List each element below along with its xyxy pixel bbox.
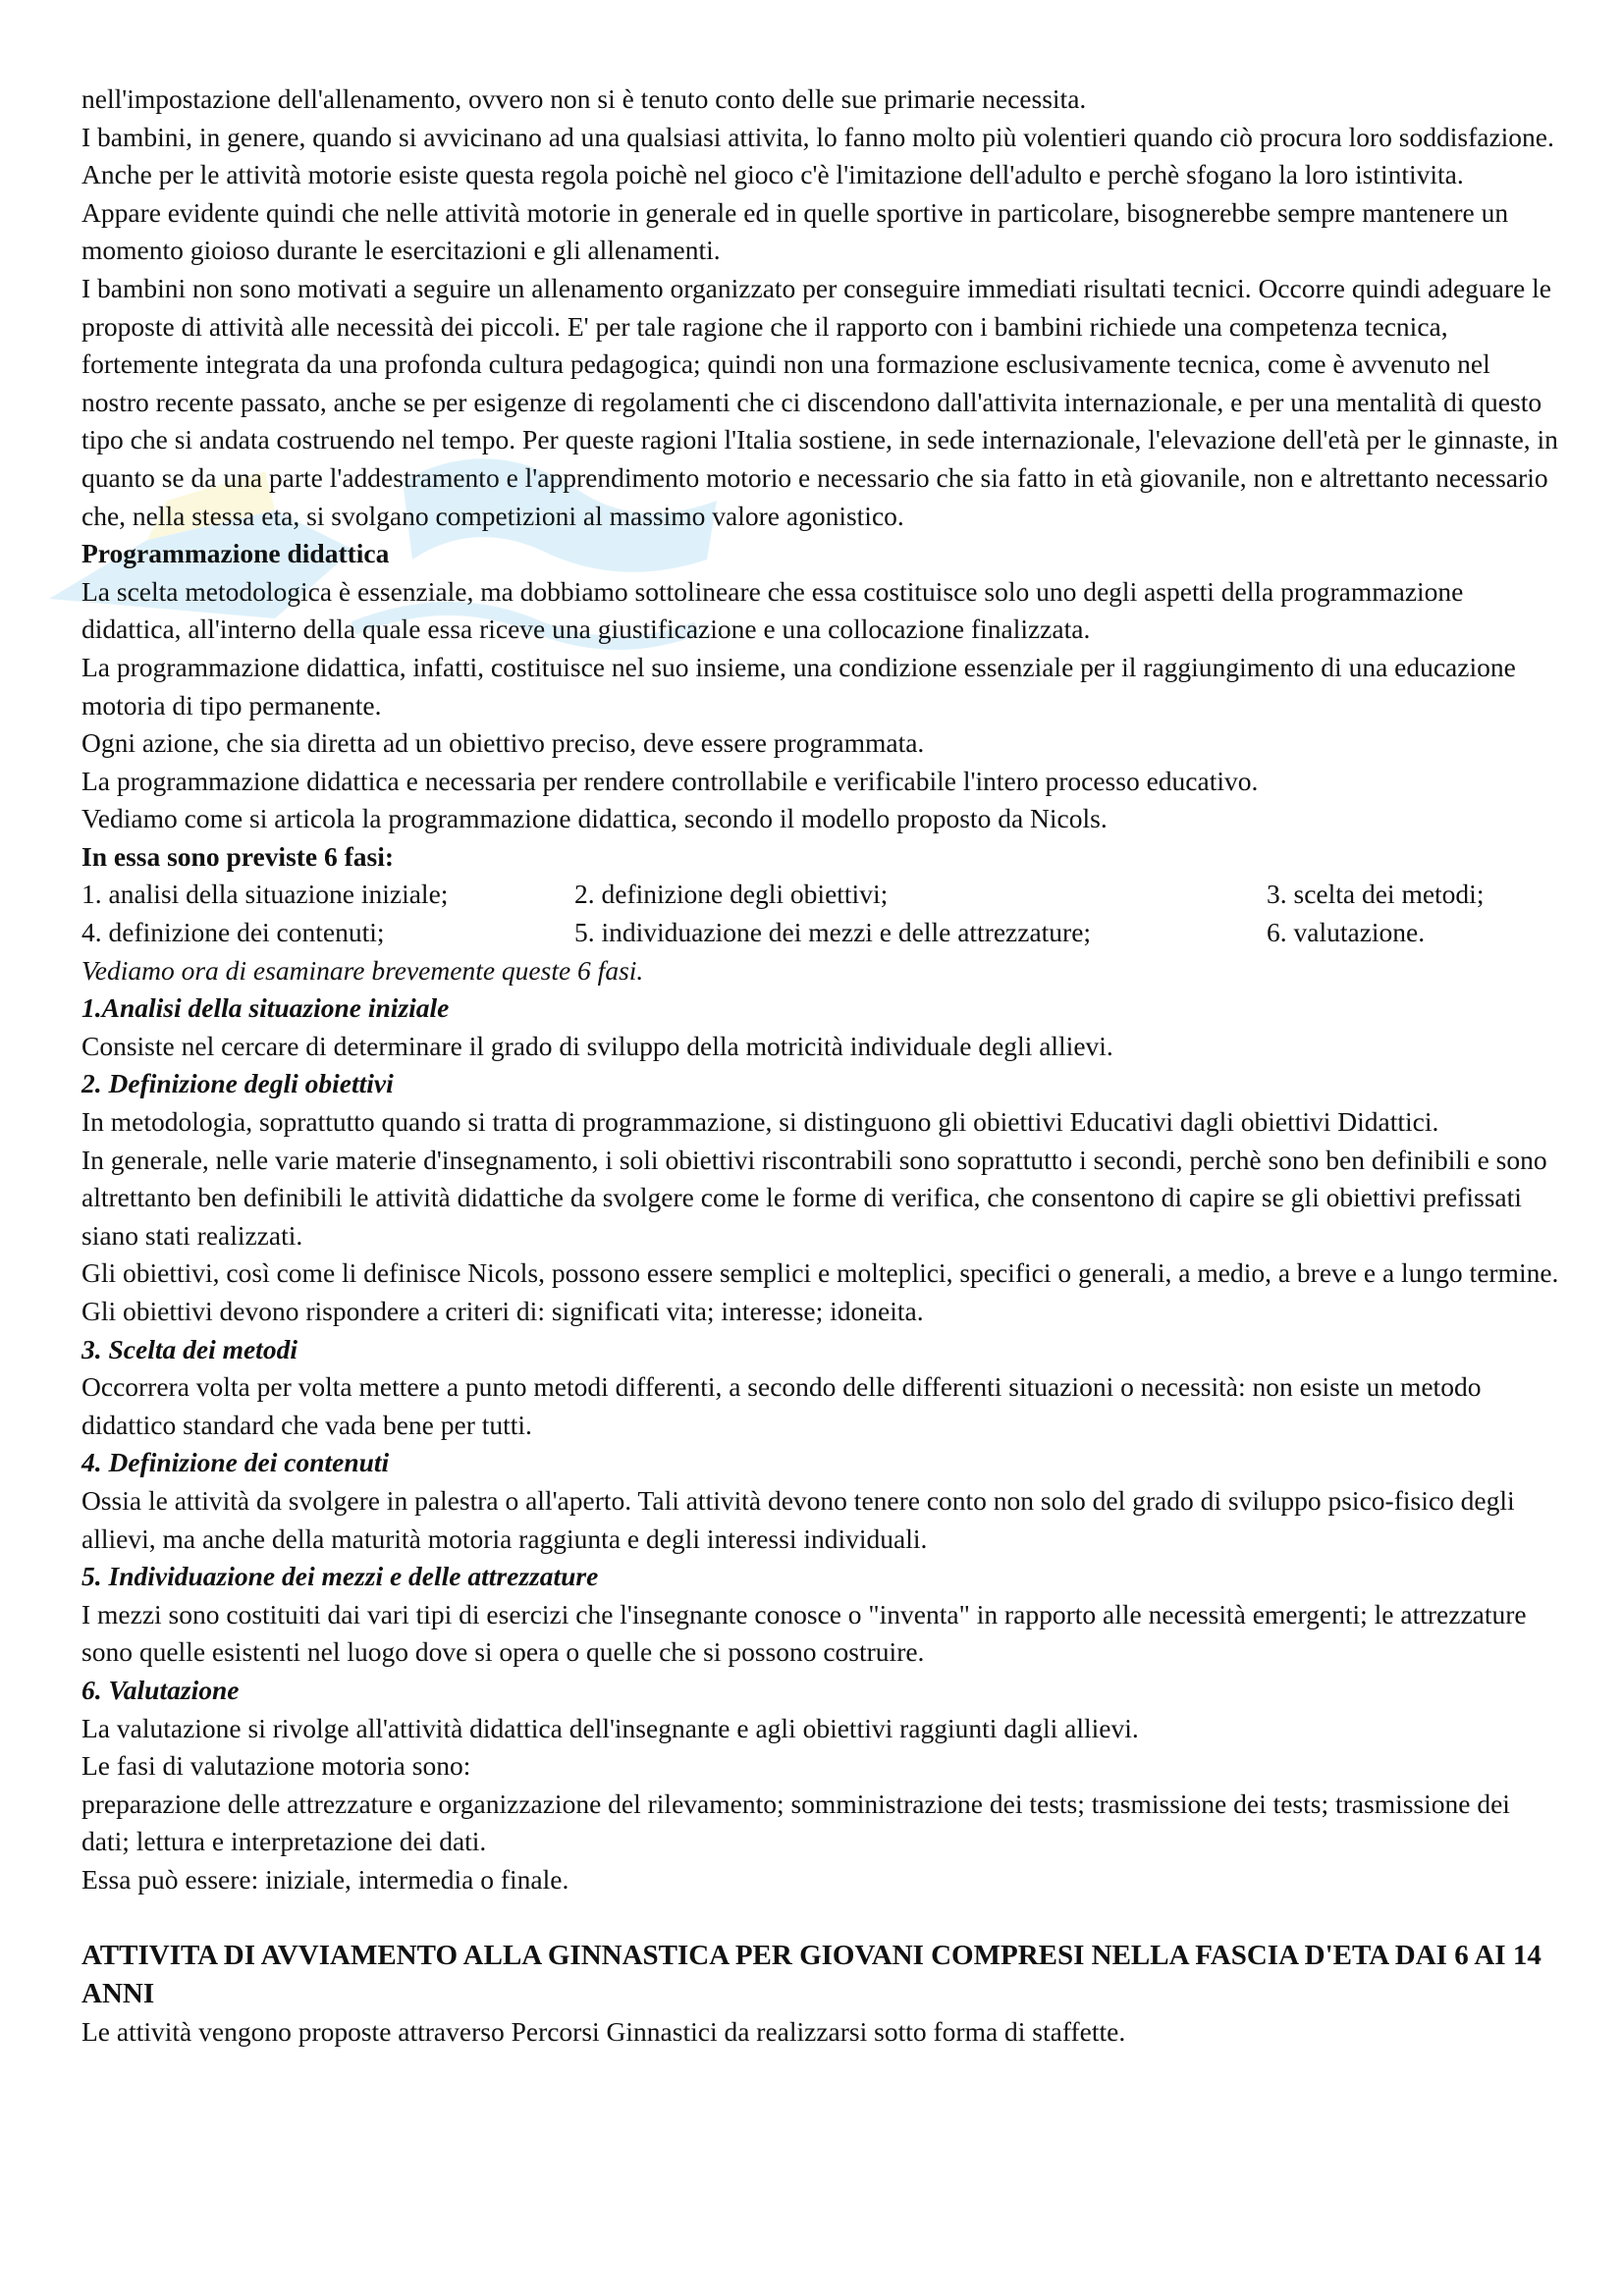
- section-heading-contenuti: 4. Definizione dei contenuti: [81, 1447, 390, 1478]
- paragraph: Vediamo come si articola la programmazione didattica, secondo il modello proposto da Nicols.: [81, 803, 1108, 834]
- section-heading-obiettivi: 2. Definizione degli obiettivi: [81, 1068, 394, 1099]
- paragraph: nell'impostazione dell'allenamento, ovvero non si è tenuto conto delle sue primarie necessita.: [81, 83, 1087, 114]
- paragraph: I bambini, in genere, quando si avvicinano ad una qualsiasi attivita, lo fanno molto più volentieri quando ciò procura loro soddisfazione. Anche per le attività motorie esiste questa regola poichè nel gioco c'è l'imitazione dell'adulto e perchè sfogano la loro istintivita.: [81, 121, 1554, 190]
- paragraph: I bambini non sono motivati a seguire un allenamento organizzato per conseguire immediati risultati tecnici. Occorre quindi adeguare le proposte di attività alle necessità dei piccoli. E' per tale ragione che il rapporto con i bambini richiede una competenza tecnica, fortemente integrata da una profonda cultura pedagogica; quindi non una formazione esclusivamente tecnica, come è avvenuto nel nostro recente passato, anche se per esigenze di regolamenti che ci discendono dall'attivita internazionale, e per una mentalità di questo tipo che si andata costruendo nel tempo. Per queste ragioni l'Italia sostiene, in sede internazionale, l'elevazione dell'età per le ginnaste, in quanto se da una parte l'addestramento e l'apprendimento motorio e necessario che sia fatto in età giovanile, non e altrettanto necessario che, nella stessa eta, si svolgano competizioni al massimo valore agonistico.: [81, 272, 1558, 531]
- paragraph: La programmazione didattica e necessaria per rendere controllabile e verificabile l'intero processo educativo.: [81, 765, 1259, 796]
- paragraph: Ossia le attività da svolgere in palestra o all'aperto. Tali attività devono tenere conto non solo del grado di sviluppo psico-fisico degli allievi, ma anche della maturità motoria raggiunta e degli interessi individuali.: [81, 1484, 1515, 1554]
- paragraph: Essa può essere: iniziale, intermedia o finale.: [81, 1863, 569, 1895]
- phase-item: 1. analisi della situazione iniziale;: [81, 879, 449, 910]
- document-page: [81, 80, 1564, 2051]
- paragraph: Ogni azione, che sia diretta ad un obiettivo preciso, deve essere programmata.: [81, 727, 925, 759]
- section-heading-programmazione: Programmazione didattica: [81, 538, 390, 569]
- paragraph: Consiste nel cercare di determinare il grado di sviluppo della motricità individuale degli allievi.: [81, 1030, 1113, 1061]
- paragraph: I mezzi sono costituiti dai vari tipi di esercizi che l'insegnante conosce o "inventa" in rapporto alle necessità emergenti; le attrezzature sono quelle esistenti nel luogo dove si opera o quelle che si possono costruire.: [81, 1598, 1527, 1668]
- phase-item: 5. individuazione dei mezzi e delle attrezzature;: [574, 917, 1092, 948]
- paragraph: In generale, nelle varie materie d'insegnamento, i soli obiettivi riscontrabili sono soprattutto i secondi, perchè sono ben definibili e sono altrettanto ben definibili le attività didattiche da svolgere come le forme di verifica, che consentono di capire se gli obiettivi prefissati siano stati realizzati.: [81, 1144, 1547, 1251]
- section-heading-analisi: 1.Analisi della situazione iniziale: [81, 992, 450, 1024]
- paragraph: In metodologia, soprattutto quando si tratta di programmazione, si distinguono gli obiettivi Educativi dagli obiettivi Didattici.: [81, 1106, 1439, 1138]
- phases-outro: Vediamo ora di esaminare brevemente queste 6 fasi.: [81, 954, 644, 986]
- paragraph: preparazione delle attrezzature e organizzazione del rilevamento; somministrazione dei tests; trasmissione dei tests; trasmissione dei dati; lettura e interpretazione dei dati.: [81, 1788, 1510, 1857]
- paragraph: Le fasi di valutazione motoria sono:: [81, 1750, 471, 1782]
- intro-block: [81, 80, 1564, 535]
- paragraph: Appare evidente quindi che nelle attività motorie in generale ed in quelle sportive in particolare, bisognerebbe sempre mantenere un momento gioioso durante le esercitazioni e gli allenamenti.: [81, 196, 1509, 266]
- section-heading-metodi: 3. Scelta dei metodi: [81, 1333, 298, 1364]
- final-section-title: ATTIVITA DI AVVIAMENTO ALLA GINNASTICA PER GIOVANI COMPRESI NELLA FASCIA D'ETA DAI 6 AI 14 ANNI: [81, 1939, 1542, 2009]
- spacer: [81, 1899, 1564, 1937]
- paragraph: Le attività vengono proposte attraverso Percorsi Ginnastici da realizzarsi sotto forma di staffette.: [81, 2015, 1126, 2047]
- section-heading-valutazione: 6. Valutazione: [81, 1674, 240, 1705]
- phase-item: 6. valutazione.: [1267, 917, 1426, 948]
- phase-item: 3. scelta dei metodi;: [1267, 879, 1485, 910]
- section-heading-mezzi: 5. Individuazione dei mezzi e delle attrezzature: [81, 1561, 599, 1592]
- phases-row-1: [81, 876, 1564, 914]
- paragraph: La scelta metodologica è essenziale, ma dobbiamo sottolineare che essa costituisce solo uno degli aspetti della programmazione didattica, all'interno della quale essa riceve una giustificazione e una collocazione finalizzata.: [81, 575, 1464, 645]
- phases-heading: In essa sono previste 6 fasi:: [81, 840, 395, 872]
- phase-item: 2. definizione degli obiettivi;: [574, 879, 889, 910]
- phase-item: 4. definizione dei contenuti;: [81, 917, 385, 948]
- paragraph: Gli obiettivi, così come li definisce Nicols, possono essere semplici e molteplici, specifici o generali, a medio, a breve e a lungo termine. Gli obiettivi devono rispondere a criteri di: significati vita; interesse; idoneita.: [81, 1257, 1559, 1326]
- phases-row-2: [81, 914, 1564, 952]
- paragraph: La programmazione didattica, infatti, costituisce nel suo insieme, una condizione essenziale per il raggiungimento di una educazione motoria di tipo permanente.: [81, 651, 1516, 721]
- paragraph: Occorrera volta per volta mettere a punto metodi differenti, a secondo delle differenti situazioni o necessità: non esiste un metodo didattico standard che vada bene per tutti.: [81, 1371, 1482, 1440]
- paragraph: La valutazione si rivolge all'attività didattica dell'insegnante e agli obiettivi raggiunti dagli allievi.: [81, 1712, 1139, 1743]
